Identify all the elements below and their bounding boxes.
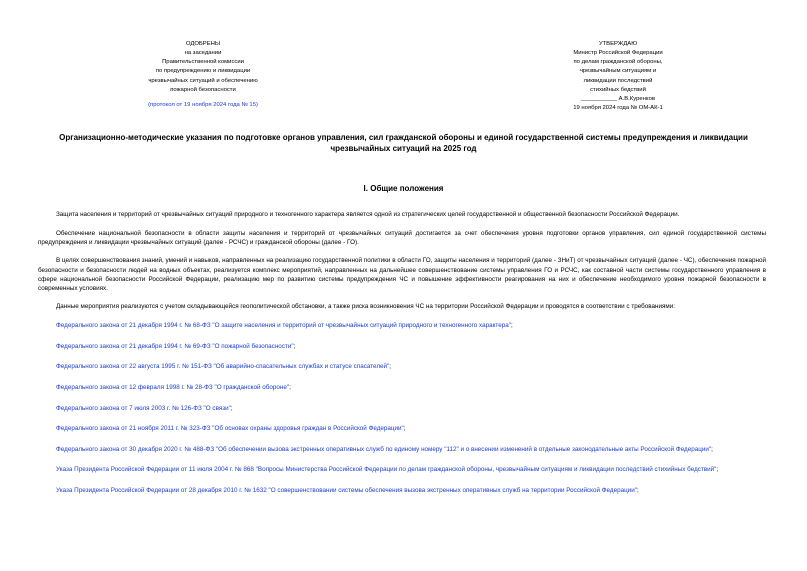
law-item: Указа Президента Российской Федерации от 11 июля 2004 г. № 868 "Вопросы Министерства Российской Федерации по делам гражданской обороны, чрезвычайным ситуациям и ликвидации последствий стихийных бедствий"; [56,466,719,474]
law-item: Федерального закона от 7 июля 2003 г. № 126-ФЗ "О связи"; [56,404,233,412]
law-item: Федерального закона от 22 августа 1995 г. № 151-ФЗ "Об аварийно-спасательных службах и статусе спасателей"; [56,363,392,371]
law-item: Федерального закона от 21 ноября 2011 г. № 323-ФЗ "Об основах охраны здоровья граждан в Российской Федерации"; [56,425,406,433]
approval-line: по предупреждению и ликвидации [155,68,251,75]
law-item: Федерального закона от 12 февраля 1998 г. № 28-ФЗ "О гражданской обороне"; [56,383,291,391]
confirmation-date: 19 ноября 2024 года № ОМ-АК-1 [573,104,663,111]
confirmation-line: стихийных бедствий [590,86,646,93]
document-body [38,210,766,507]
law-item: Федерального закона от 21 декабря 1994 г. № 68-ФЗ "О защите населения и территорий от чрезвычайных ситуаций природного и техногенного характера"; [56,322,513,329]
approval-block [128,40,278,110]
section-heading: I. Общие положения [363,184,444,193]
confirmation-line: по делам гражданской обороны, [573,59,663,66]
law-item: Указа Президента Российской Федерации от 28 декабря 2010 г. № 1632 "О совершенствовании системы обеспечения вызова экстренных оперативных служб на территории Российской Федерации"; [56,487,639,494]
confirmation-block [533,40,703,113]
law-item: Федерального закона от 30 декабря 2020 г. № 488-ФЗ "Об обеспечении вызова экстренных оперативных служб по единому номеру "112" и о внесении изменений в отдельные законодательные акты Российской Федерации"; [56,445,713,453]
approval-line: Правительственной комиссии [162,59,244,66]
body-paragraph: В целях совершенствования знаний, умений и навыков, направленных на реализацию государственной политики в области ГО, защиты населения и территорий (далее - ЗНиТ) от чрезвычайных ситуаций (далее - ЧС), обеспечения пожарной безопасности и безопасности людей на водных объектах, реализуется комплекс мероприятий, направленных на дальнейшее совершенствование системы управления ГО и РСЧС, как составной части системы государственного управления в сфере национальной безопасности Российской Федерации, реализацию мер по развитию системы предупреждения ЧС и повышение эффективности реагирования на них и обеспечение необходимого уровня пожарной безопасности в современных условиях. [38,257,766,292]
document-title: Организационно-методические указания по подготовке органов управления, сил гражданской обороны и единой государственной системы предупреждения и ликвидации чрезвычайных ситуаций на 2025 год [59,133,748,154]
law-link[interactable]: Федерального закона от 30 декабря 2020 г. № 488-ФЗ "Об обеспечении вызова экстренных оперативных служб по единому номеру "112" и о внесении изменений в отдельные законодательные акты Российской Федерации" [56,445,712,453]
confirmation-line: Министр Российской Федерации [573,50,663,57]
approval-heading: ОДОБРЕНЫ [185,41,221,47]
confirmation-line: ликвидации последствий [583,77,653,84]
law-link[interactable]: Федерального закона от 12 февраля 1998 г. № 28-ФЗ "О гражданской обороне" [56,383,290,391]
law-link[interactable]: Федерального закона от 21 декабря 1994 г. № 68-ФЗ "О защите населения и территорий от чрезвычайных ситуаций природного и техногенного характера" [56,322,511,329]
protocol-link[interactable]: (протокол от 19 ноября 2024 года № 15) [148,101,258,108]
body-paragraph: Данные мероприятия реализуются с учетом складывающейся геополитической обстановки, а также риска возникновения ЧС на территории Российской Федерации и проводятся в соответствии с требованиями: [56,303,676,311]
law-link[interactable]: Федерального закона от 22 августа 1995 г. № 151-ФЗ "Об аварийно-спасательных службах и статусе спасателей" [56,363,390,371]
confirmation-line: чрезвычайным ситуациям и [579,68,657,75]
law-link[interactable]: Федерального закона от 7 июля 2003 г. № 126-ФЗ "О связи" [56,404,231,412]
law-link[interactable]: Указа Президента Российской Федерации от 28 декабря 2010 г. № 1632 "О совершенствовании системы обеспечения вызова экстренных оперативных служб на территории Российской Федерации" [56,487,637,494]
approval-line: чрезвычайных ситуаций и обеспечению [148,77,258,84]
law-link[interactable]: Федерального закона от 21 декабря 1994 г. № 69-ФЗ "О пожарной безопасности" [56,342,294,350]
approval-line: пожарной безопасности [170,86,236,93]
approval-line: на заседании [184,50,222,57]
law-item: Федерального закона от 21 декабря 1994 г. № 69-ФЗ "О пожарной безопасности"; [56,342,296,350]
body-paragraph: Защита населения и территорий от чрезвычайных ситуаций природного и техногенного характера является одной из стратегических целей государственной и общественной безопасности Российской Федерации. [56,211,680,218]
law-link[interactable]: Федерального закона от 21 ноября 2011 г. № 323-ФЗ "Об основах охраны здоровья граждан в Российской Федерации" [56,425,404,433]
signature-line: ___________ А.В.Куренков [581,95,655,102]
body-paragraph: Обеспечение национальной безопасности в области защиты населения и территорий от чрезвычайных ситуаций достигается за счет обеспечения уровня подготовки органов управления, сил единой государственной системы предупреждения и ликвидации чрезвычайных ситуаций (далее - РСЧС) и гражданской обороны (далее - ГО). [38,229,766,246]
law-link[interactable]: Указа Президента Российской Федерации от 11 июля 2004 г. № 868 "Вопросы Министерства Российской Федерации по делам гражданской обороны, чрезвычайным ситуациям и ликвидации последствий стихийных бедствий" [56,466,717,474]
confirmation-heading: УТВЕРЖДАЮ [598,41,638,47]
